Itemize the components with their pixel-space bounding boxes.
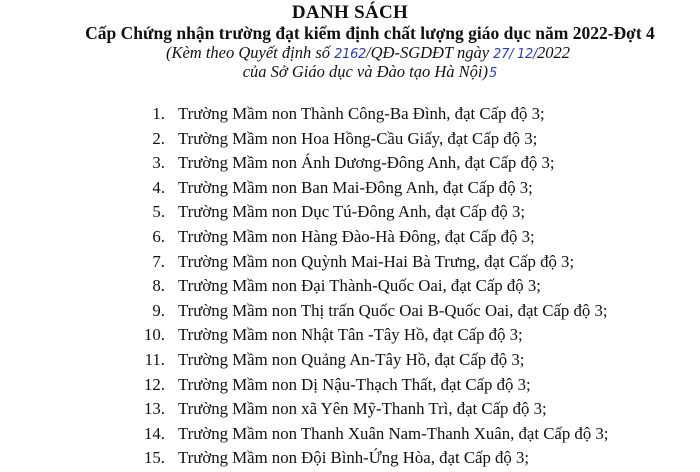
item-number: 7. (152, 251, 165, 271)
list-item (0, 201, 700, 226)
handwritten-date: 27/ 12/ (493, 47, 538, 62)
list-item (0, 324, 700, 349)
document-subtitle: Cấp Chứng nhận trường đạt kiểm định chất lượng giáo dục năm 2022-Đợt 4 (85, 23, 655, 43)
list-item (0, 398, 700, 423)
item-number: 15. (144, 448, 165, 468)
item-number: 6. (152, 226, 165, 246)
item-text: Trường Mầm non Quỳnh Mai-Hai Bà Trưng, đạt Cấp độ 3; (178, 251, 575, 271)
ref-year: 2022 (537, 43, 571, 62)
item-text: Trường Mầm non Đội Bình-Ứng Hòa, đạt Cấp độ 3; (178, 448, 530, 468)
item-text: Trường Mầm non Thành Công-Ba Đình, đạt Cấp độ 3; (178, 104, 545, 123)
list-item (0, 275, 700, 300)
item-text: Trường Mầm non Thanh Xuân Nam-Thanh Xuân, đạt Cấp độ 3; (178, 423, 609, 443)
item-number: 11. (144, 349, 165, 369)
list-item (0, 374, 700, 399)
item-text: Trường Mầm non Ánh Dương-Đông Anh, đạt Cấp độ 3; (178, 153, 555, 173)
list-item (0, 152, 700, 177)
issuing-organization (0, 62, 700, 84)
document-title: DANH SÁCH (291, 2, 409, 23)
item-text: Trường Mầm non Quảng An-Tây Hồ, đạt Cấp độ 3; (178, 349, 525, 369)
item-text: Trường Mầm non Dị Nậu-Thạch Thất, đạt Cấp độ 3; (178, 374, 531, 394)
item-text: Trường Mầm non Nhật Tân -Tây Hồ, đạt Cấp độ 3; (178, 325, 523, 345)
ref-code: /QĐ-SGDĐT ngày (366, 43, 490, 62)
item-number: 8. (152, 276, 165, 296)
list-item (0, 128, 700, 153)
item-text: Trường Mầm non xã Yên Mỹ-Thanh Trì, đạt Cấp độ 3; (178, 399, 547, 419)
school-list (0, 103, 700, 472)
ref-prefix: (Kèm theo Quyết định số (165, 43, 331, 62)
item-text: Trường Mầm non Hoa Hồng-Cầu Giấy, đạt Cấp độ 3; (178, 128, 538, 148)
item-number: 5. (152, 202, 165, 222)
list-item (0, 447, 700, 472)
item-number: 4. (152, 177, 165, 197)
list-item (0, 226, 700, 251)
list-item (0, 349, 700, 374)
item-number: 10. (144, 325, 165, 345)
item-number: 12. (144, 374, 165, 394)
list-item (0, 300, 700, 325)
list-item (0, 251, 700, 276)
item-number: 2. (152, 128, 165, 148)
item-number: 3. (152, 153, 165, 173)
item-text: Trường Mầm non Thị trấn Quốc Oai B-Quốc Oai, đạt Cấp độ 3; (178, 300, 608, 320)
handwritten-mark: 5 (489, 66, 498, 81)
item-number: 13. (144, 399, 165, 419)
item-number: 14. (144, 423, 165, 443)
list-item (0, 423, 700, 448)
org-text: của Sở Giáo dục và Đào tạo Hà Nội) (242, 62, 488, 81)
item-number: 9. (152, 300, 165, 320)
handwritten-decision-number: 2162 (334, 47, 367, 62)
list-item (0, 177, 700, 202)
item-text: Trường Mầm non Ban Mai-Đông Anh, đạt Cấp độ 3; (178, 177, 533, 197)
item-text: Trường Mầm non Đại Thành-Quốc Oai, đạt Cấp độ 3; (178, 276, 541, 296)
item-text: Trường Mầm non Hàng Đào-Hà Đông, đạt Cấp độ 3; (178, 226, 535, 246)
item-text: Trường Mầm non Dục Tú-Đông Anh, đạt Cấp độ 3; (178, 202, 526, 222)
item-number: 1. (152, 104, 165, 123)
list-item (0, 103, 700, 128)
